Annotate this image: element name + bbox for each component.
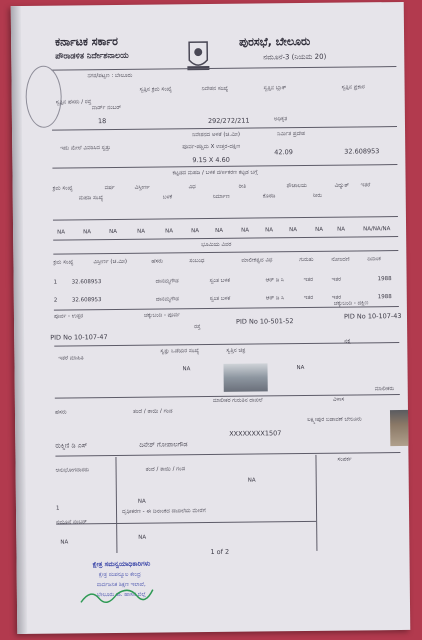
cell-rel: ಸ್ವಂತ ಬಳಕೆ [209, 295, 231, 303]
na-value: NA [296, 365, 305, 372]
pid-1: PID No 10-107-47 [50, 333, 108, 342]
area-label: ನಿವೇಶನದ ಅಳತೆ (ಚ.ಮೀ) [192, 131, 241, 139]
property-code: 292/272/211 [207, 116, 250, 126]
bv-9: NA [289, 227, 298, 234]
na-value: NA [138, 534, 147, 541]
bh-7: ರೀತಿ [238, 183, 247, 190]
na-value: NA [137, 498, 146, 505]
pid-3: PID No 10-107-43 [343, 312, 402, 321]
bv-7: NA [241, 227, 250, 234]
oh-7: ದಿನಾಂಕ [367, 256, 381, 263]
bv-3: NA [137, 228, 146, 235]
right-label: ಚಕ್ಕುಬಂದಿ - ದಕ್ಷಿಣ [333, 300, 369, 307]
bh-4: ಬಳಕೆ [162, 194, 173, 201]
na-value: NA [247, 477, 256, 484]
page-spine [11, 6, 28, 634]
site-area: 42.09 [274, 148, 293, 157]
office-title: ಪುರಸಭೆ, ಬೇಲೂರು [239, 34, 311, 49]
bv-1: NA [83, 229, 92, 236]
oh-0: ಕ್ರಮ ಸಂಖ್ಯೆ [53, 259, 74, 266]
col-block: ಸ್ವತ್ತಿನ ಬ್ಲಾಕ್ [263, 85, 287, 92]
stamp-line-2: ಕ್ಷೇತ್ರ ಸಂಪನ್ಮೂಲ ಕೇಂದ್ರ [98, 571, 141, 579]
bh-2: ವರ್ಷ [104, 184, 115, 192]
signature-icon [77, 580, 157, 611]
bv-0: NA [57, 229, 66, 236]
map-label: ನಕ್ಷೆ [344, 338, 351, 345]
bh-6: ನಿರ್ಮಾಣ [212, 193, 230, 200]
bv-8: NA [265, 227, 274, 234]
oh-1: ವಿಸ್ತೀರ್ಣ (ಚ.ಮೀ) [93, 258, 128, 266]
cell-id: ಇತರ [303, 294, 314, 302]
property-record-page [11, 2, 411, 634]
land-caption: ಭೂಮಿಯ ವಿವರ [201, 241, 232, 249]
seal-outline [25, 66, 62, 128]
bv-6: NA [215, 227, 224, 234]
left-column-label: ಸ್ವತ್ತಿನ ಹೆಸರು / ರಸ್ತೆ [55, 99, 92, 106]
bh-5: ವಿಧ [188, 184, 196, 191]
stamp-line-3: ಸಾರ್ವಜನಿಕ ಶಿಕ್ಷಣ ಇಲಾಖೆ, [96, 581, 146, 589]
road-label: ರಸ್ತೆ [194, 324, 201, 331]
occupant-label: ಅನುಭೋಗದಾರರು [55, 467, 90, 474]
owner-label: ಮಾಲೀಕರು [374, 386, 395, 393]
ward-label: ವಾರ್ಡ್ ನಂಬರ್ [91, 104, 122, 112]
cell-date: 1988 [377, 276, 392, 283]
row-index: 1 [55, 505, 60, 512]
owner-relation: ದಿನೇಶ್ ಗೋಪಾಲಗೌಡ [139, 440, 188, 449]
bh-9: ಶೌಚಾಲಯ [286, 182, 307, 190]
bv-11: NA [337, 226, 346, 233]
na-value: NA [182, 366, 191, 373]
id-doc-header: ಮಾಲೀಕರ ಗುರುತಿನ ದಾಖಲೆ [212, 397, 263, 404]
cell-reg: ಇತರ [331, 276, 342, 283]
cell-name: ದಾನಮ್ಮಗೌಡ [155, 296, 179, 303]
col-site-no: ನಿವೇಶನ ಸಂಖ್ಯೆ [201, 85, 229, 93]
bv-10: NA [315, 226, 324, 233]
form-no-label: ನಮೂನೆ ನಂಬರ್ [56, 519, 87, 526]
owners-count-label: ಸ್ವತ್ತು ಒಡೆಯರ ಸಂಖ್ಯೆ [160, 348, 200, 355]
relation-header: ತಂದೆ / ತಾಯಿ / ಗಂಡ [132, 408, 173, 415]
other-info-label: ಇತರೆ ಮಾಹಿತಿ [58, 355, 84, 362]
cell-reg: ಇತರ [331, 294, 342, 301]
dept-title: ಕರ್ನಾಟಕ ಸರ್ಕಾರ [55, 34, 118, 49]
oh-4: ಮಾಲೀಕತ್ವದ ವಿಧ [241, 257, 273, 264]
occupant-relation-label: ತಂದೆ / ತಾಯಿ / ಗಂಡ [145, 466, 186, 473]
property-photo [223, 363, 267, 391]
owner-name: ರುಕ್ಮಿಣಿ ಡಿ ಎಸ್ [55, 441, 88, 450]
oh-5: ಗುರುತು [299, 256, 314, 264]
verification-label: ದೃಢೀಕರಣ - ಈ ದಿನಾಂಕದ ದಾಖಲೆಯ ಮೇರೆಗೆ [121, 508, 206, 515]
bv-2: NA [109, 228, 118, 236]
cell-no: 2 [53, 297, 58, 304]
built-label: ನಿರ್ಮಿತ ಪ್ರದೇಶ [277, 131, 306, 138]
bh-0: ಕ್ರಮ ಸಂಖ್ಯೆ [52, 185, 73, 192]
form-number: ನಮೂನೆ-3 (ನಿಯಮ 20) [263, 52, 327, 62]
address-header: ವಿಳಾಸ [332, 396, 345, 403]
state-emblem-icon [179, 36, 217, 76]
owner-address: ಲಕ್ಷ್ಮೀಪುರ ಬಡಾವಣೆ ಬೇಲೂರು [307, 416, 362, 423]
bh-11: ವಿದ್ಯುತ್ [334, 182, 349, 189]
cell-area: 32.608953 [71, 279, 102, 286]
bh-8: ಕೊಠಡಿ [262, 193, 276, 200]
east-label: ಪೂರ್ವ - ಉತ್ತರ [53, 313, 84, 320]
page-number: 1 of 2 [210, 547, 230, 557]
town-label: ನಗರ/ಪಟ್ಟಣ : ಬೇಲೂರು [87, 72, 133, 80]
bv-4: NA [165, 228, 174, 235]
oh-6: ನೋಂದಣಿ [331, 256, 350, 263]
col-type: ಸ್ವತ್ತಿನ ಪ್ರಕಾರ [341, 84, 365, 91]
bh-12: ಇತರೆ [360, 182, 371, 189]
col-property-no: ಸ್ವತ್ತಿನ ಕ್ರಮ ಸಂಖ್ಯೆ [139, 86, 172, 93]
bh-1: ಮಹಡಿ ಸಂಖ್ಯೆ [78, 195, 104, 202]
bh-3: ವಿಸ್ತೀರ್ಣ [134, 184, 150, 191]
cell-rel: ಸ್ವಂತ ಬಳಕೆ [209, 277, 231, 285]
row2-right-value: 32.608953 [344, 147, 380, 156]
owner-aadhaar: XXXXXXXX1507 [229, 429, 282, 438]
na-value: NA [60, 539, 69, 546]
owner-name-header: ಹೆಸರು [54, 409, 67, 416]
cell-type: ಆರ್ ಡಿ ಸಿ [265, 277, 284, 284]
owner-photo [390, 410, 410, 446]
building-caption: ಕಟ್ಟಡದ ಮಹಡಿ / ಬಳಕೆ ವರ್ಗೀಕರಣ ಕಟ್ಟಡ ಬಗ್ಗೆ [172, 169, 258, 177]
bv-12: NA/NA/NA [363, 226, 391, 233]
dept-subtitle: ಪೌರಾಡಳಿತ ನಿರ್ದೇಶನಾಲಯ [55, 50, 129, 61]
ward-number: 18 [97, 117, 107, 126]
cell-no: 1 [53, 279, 58, 286]
cell-name: ದಾನಮ್ಮಗೌಡ [155, 278, 179, 285]
pid-2: PID No 10-501-52 [235, 317, 294, 326]
usage-value: ಅಧಿಕೃತ [273, 116, 288, 123]
dimensions: 9.15 X 4.60 [192, 155, 230, 165]
bv-5: NA [191, 228, 200, 235]
cell-type: ಆರ್ ಡಿ ಸಿ [265, 295, 285, 302]
oh-2: ಹೆಸರು [151, 258, 164, 265]
dims-label: ಪೂರ್ವ-ಪಶ್ಚಿಮ X ಉತ್ತರ-ದಕ್ಷಿಣ [182, 143, 241, 151]
cell-date: 1988 [377, 294, 392, 301]
row2-left-text: ಇದು ಮೇಲೆ ವಿವರಿಸಿದ ಸ್ವತ್ತು [60, 145, 111, 152]
oh-3: ಸಂಬಂಧ [189, 258, 205, 265]
mid-label: ಚಕ್ಕುಬಂದಿ - ಪೂರ್ವ [143, 312, 181, 319]
cell-id: ಇತರ [303, 276, 314, 284]
bh-10: ನೀರು [312, 192, 323, 199]
contact-label: ಸಂಪರ್ಕ [337, 456, 352, 463]
property-photo-label: ಸ್ವತ್ತಿನ ಚಿತ್ರ [226, 347, 246, 354]
stamp-line-1: ಕ್ಷೇತ್ರ ಸಮನ್ವಯಾಧಿಕಾರಿಗಳು [92, 559, 151, 569]
cell-area: 32.608953 [71, 297, 102, 304]
stamp-line-4: ಬೇಲೂರು ತಾ. ಹಾಸನ ಜಿಲ್ಲೆ [96, 591, 146, 599]
